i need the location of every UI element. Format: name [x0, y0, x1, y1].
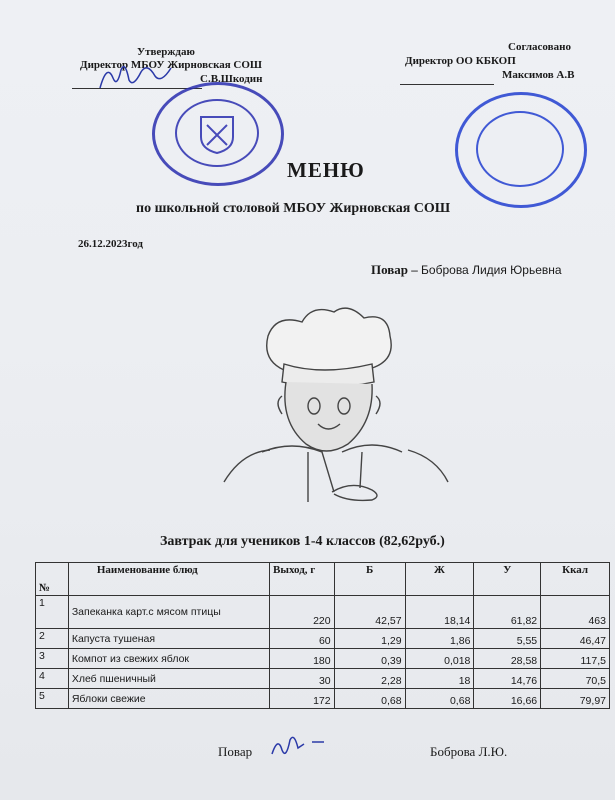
row-kcal: 46,47: [541, 629, 610, 649]
header-protein: Б: [334, 563, 405, 596]
row-number: 4: [36, 669, 69, 689]
row-name: Компот из свежих яблок: [68, 649, 269, 669]
agree-name: Максимов А.В: [502, 69, 575, 81]
header-number: №: [36, 563, 69, 596]
menu-date: 26.12.2023год: [78, 238, 143, 250]
page-subtitle: по школьной столовой МБОУ Жирновская СОШ: [136, 201, 451, 216]
menu-table: [35, 562, 610, 709]
meal-title: Завтрак для учеников 1-4 классов (82,62руб.): [160, 534, 445, 549]
header-output: Выход, г: [270, 563, 335, 596]
row-fat: 1,86: [405, 629, 474, 649]
cook-name: Боброва Лидия Юрьевна: [421, 263, 562, 277]
row-kcal: 117,5: [541, 649, 610, 669]
row-name: Капуста тушеная: [68, 629, 269, 649]
cook-signature: [268, 730, 328, 760]
header-fat: Ж: [405, 563, 474, 596]
row-output: 180: [270, 649, 335, 669]
row-carbs: 28,58: [474, 649, 541, 669]
row-number: 2: [36, 629, 69, 649]
row-protein: 42,57: [334, 596, 405, 629]
approve-title: Утверждаю: [137, 46, 195, 58]
row-fat: 0,018: [405, 649, 474, 669]
table-row: [36, 596, 610, 629]
approve-name: С.В.Шкодин: [200, 73, 263, 85]
row-output: 60: [270, 629, 335, 649]
header-carbs: У: [474, 563, 541, 596]
school-stamp: [152, 82, 284, 186]
row-output: 172: [270, 689, 335, 709]
director-signature: [95, 58, 175, 92]
footer-cook-label: Повар: [218, 744, 253, 759]
page-title: МЕНЮ: [287, 158, 365, 182]
row-protein: 0,68: [334, 689, 405, 709]
row-carbs: 16,66: [474, 689, 541, 709]
chef-illustration: [222, 302, 452, 514]
row-output: 30: [270, 669, 335, 689]
cook-label: Повар –: [371, 262, 418, 277]
row-carbs: 5,55: [474, 629, 541, 649]
row-number: 1: [36, 596, 69, 629]
row-name: Запеканка карт.с мясом птицы: [68, 596, 269, 629]
row-name: Хлеб пшеничный: [68, 669, 269, 689]
row-protein: 0,39: [334, 649, 405, 669]
approve-director: Директор МБОУ Жирновская СОШ: [80, 59, 263, 71]
footer-cook-name: Боброва Л.Ю.: [430, 744, 508, 759]
agree-title: Согласовано: [508, 41, 571, 53]
table-header-row: [36, 563, 610, 596]
table-row: [36, 649, 610, 669]
header-kcal: Ккал: [541, 563, 610, 596]
row-kcal: 79,97: [541, 689, 610, 709]
row-name: Яблоки свежие: [68, 689, 269, 709]
table-row: [36, 629, 610, 649]
agree-signature-line: [400, 84, 494, 85]
table-row: [36, 669, 610, 689]
row-output: 220: [270, 596, 335, 629]
row-number: 5: [36, 689, 69, 709]
row-number: 3: [36, 649, 69, 669]
kbkop-stamp: [455, 92, 587, 208]
agree-director: Директор ОО КБКОП: [405, 55, 516, 67]
row-kcal: 463: [541, 596, 610, 629]
header-name: Наименование блюд: [68, 563, 269, 596]
row-fat: 0,68: [405, 689, 474, 709]
row-protein: 1,29: [334, 629, 405, 649]
cook-line: [371, 262, 562, 278]
row-fat: 18,14: [405, 596, 474, 629]
table-row: [36, 689, 610, 709]
row-fat: 18: [405, 669, 474, 689]
row-kcal: 70,5: [541, 669, 610, 689]
row-carbs: 61,82: [474, 596, 541, 629]
row-carbs: 14,76: [474, 669, 541, 689]
row-protein: 2,28: [334, 669, 405, 689]
